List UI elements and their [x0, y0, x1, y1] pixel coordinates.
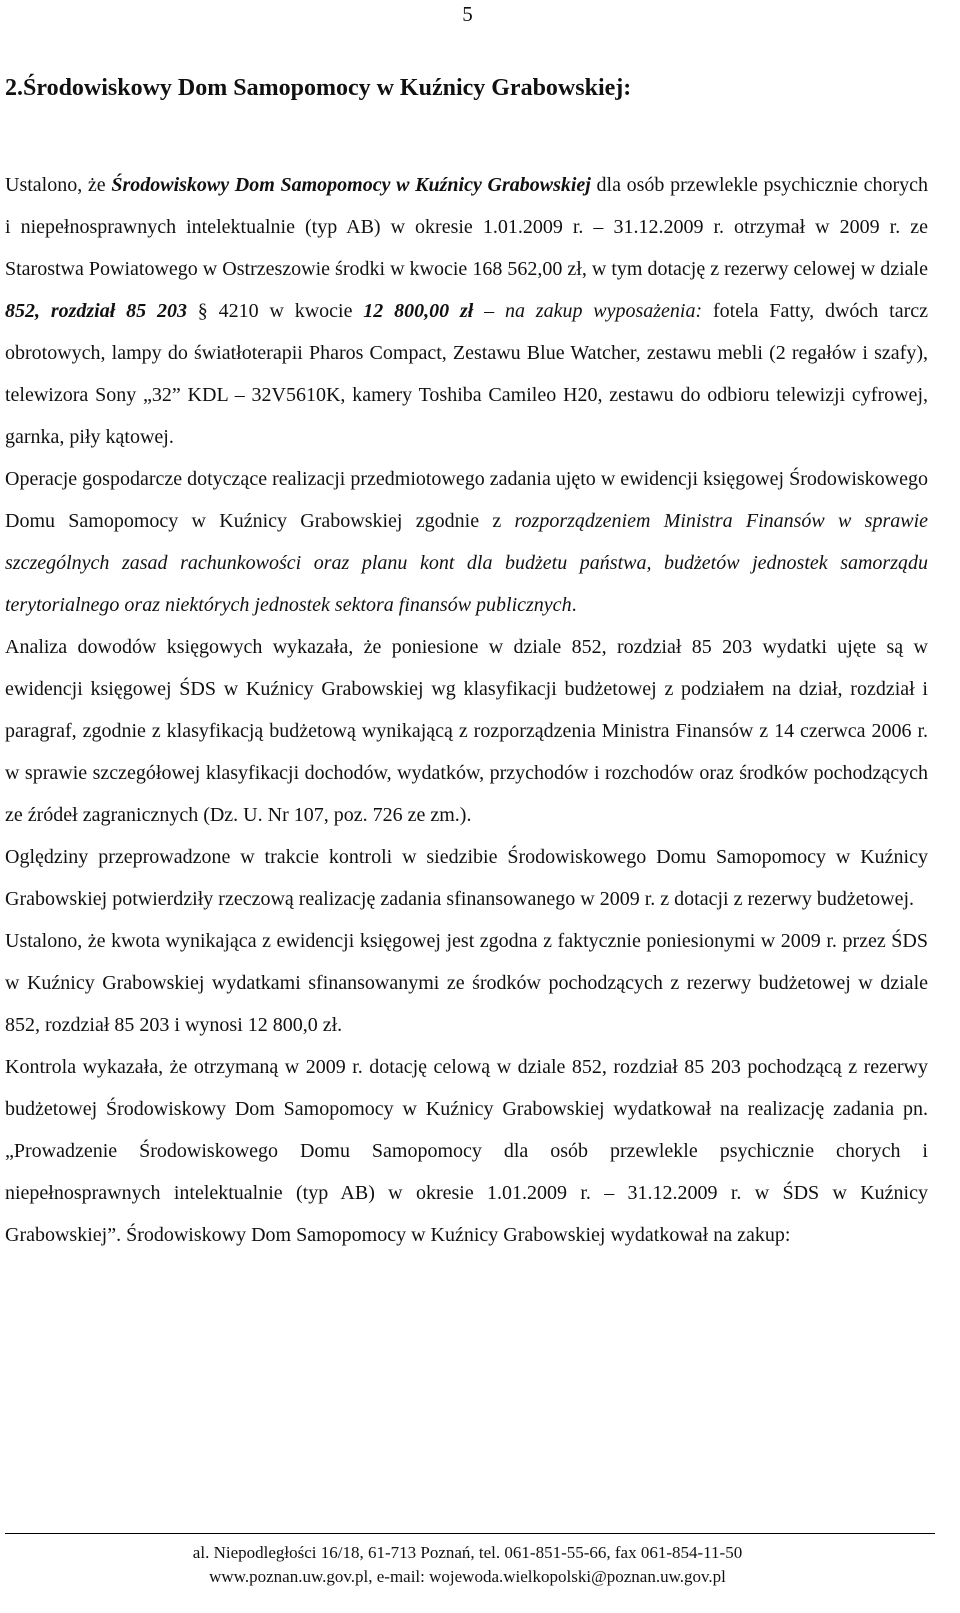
p1-text-a: Ustalono, że	[5, 174, 112, 196]
page-number: 5	[462, 2, 473, 26]
footer-contact: www.poznan.uw.gov.pl, e-mail: wojewoda.wielkopolski@poznan.uw.gov.pl	[209, 1567, 726, 1586]
p1-equipment-list: fotela Fatty, dwóch tarcz obrotowych, lampy do światłoterapii Pharos Compact, Zestawu Blue Watcher, zestawu mebli (2 regałów i szafy), telewizora Sony „32” KDL – 32V5610K, kamery Toshiba Camileo H20, zestawu do odbioru telewizji cyfrowej, garnka, piły kątowej.	[5, 300, 928, 448]
p1-institution-name: Środowiskowy Dom Samopomocy w Kuźnicy Grabowskiej	[111, 174, 591, 196]
p2-text-a: Operacje gospodarcze dotyczące realizacji przedmiotowego zadania ujęto w ewidencji księgowej Środowiskowego Domu Samopomocy w Kuźnicy Grabowskiej zgodnie z	[5, 468, 928, 532]
p1-budget-section: 852, rozdział 85 203	[5, 300, 187, 322]
paragraph-2	[5, 458, 928, 626]
section-title: 2.Środowiskowy Dom Samopomocy w Kuźnicy Grabowskiej:	[5, 75, 632, 101]
body-text	[5, 164, 928, 1256]
p1-text-c: § 4210 w kwocie	[186, 300, 364, 322]
p2-text-b: .	[571, 594, 577, 616]
paragraph-1	[5, 164, 928, 458]
p2-regulation-title: rozporządzeniem Ministra Finansów w sprawie szczególnych zasad rachunkowości oraz planu kont dla budżetu państwa, budżetów jednostek samorządu terytorialnego oraz niektórych jednostek sektora finansów publicznych	[5, 510, 928, 616]
p1-purpose: – na zakup wyposażenia:	[473, 300, 703, 322]
paragraph-6: Kontrola wykazała, że otrzymaną w 2009 r. dotację celową w dziale 852, rozdział 85 203 pochodzącą z rezerwy budżetowej Środowiskowy Dom Samopomocy w Kuźnicy Grabowskiej wydatkował na realizację zadania pn. „Prowadzenie Środowiskowego Domu Samopomocy dla osób przewlekle psychicznie chorych i niepełnosprawnych intelektualnie (typ AB) w okresie 1.01.2009 r. – 31.12.2009 r. w ŚDS w Kuźnicy Grabowskiej”. Środowiskowy Dom Samopomocy w Kuźnicy Grabowskiej wydatkował na zakup:	[5, 1056, 928, 1246]
p1-text-b: dla osób przewlekle psychicznie chorych i niepełnosprawnych intelektualnie (typ AB) w okresie 1.01.2009 r. – 31.12.2009 r. otrzymał w 2009 r. ze Starostwa Powiatowego w Ostrzeszowie środki w kwocie 168 562,00 zł, w tym dotację z rezerwy celowej w dziale	[5, 174, 928, 280]
footer-address: al. Niepodległości 16/18, 61-713 Poznań, tel. 061-851-55-66, fax 061-854-11-50	[192, 1543, 743, 1562]
footer	[0, 1541, 935, 1589]
paragraph-4: Oględziny przeprowadzone w trakcie kontroli w siedzibie Środowiskowego Domu Samopomocy w Kuźnicy Grabowskiej potwierdziły rzeczową realizację zadania sfinansowanego w 2009 r. z dotacji z rezerwy budżetowej.	[5, 846, 928, 910]
p1-amount: 12 800,00 zł	[363, 300, 474, 322]
paragraph-5: Ustalono, że kwota wynikająca z ewidencji księgowej jest zgodna z faktycznie poniesionymi w 2009 r. przez ŚDS w Kuźnicy Grabowskiej wydatkami sfinansowanymi ze środków pochodzących z rezerwy budżetowej w dziale 852, rozdział 85 203 i wynosi 12 800,0 zł.	[5, 930, 928, 1036]
paragraph-3: Analiza dowodów księgowych wykazała, że poniesione w dziale 852, rozdział 85 203 wydatki ujęte są w ewidencji księgowej ŚDS w Kuźnicy Grabowskiej wg klasyfikacji budżetowej z podziałem na dział, rozdział i paragraf, zgodnie z klasyfikacją budżetową wynikającą z rozporządzenia Ministra Finansów z 14 czerwca 2006 r. w sprawie szczegółowej klasyfikacji dochodów, wydatków, przychodów i rozchodów oraz środków pochodzących ze źródeł zagranicznych (Dz. U. Nr 107, poz. 726 ze zm.).	[5, 636, 928, 826]
footer-divider	[5, 1533, 935, 1534]
